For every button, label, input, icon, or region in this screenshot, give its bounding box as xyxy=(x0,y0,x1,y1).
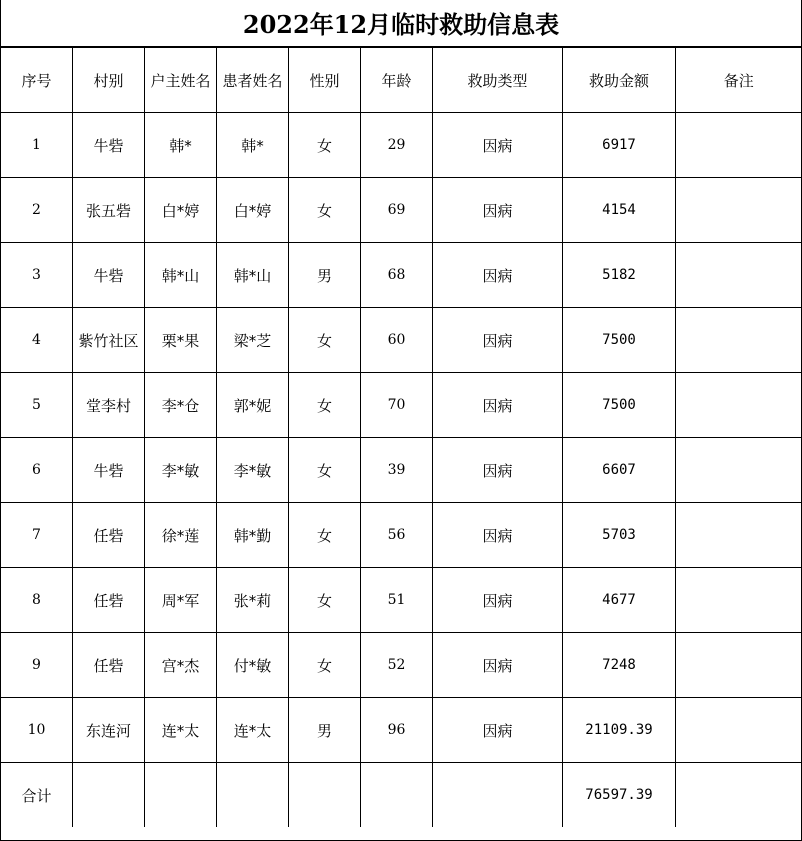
header-remark[interactable]: 备注 xyxy=(676,48,802,113)
cell-age[interactable]: 96 xyxy=(361,698,433,763)
header-no[interactable]: 序号 xyxy=(1,48,73,113)
cell-patient[interactable]: 郭*妮 xyxy=(217,373,289,438)
cell-no[interactable]: 4 xyxy=(1,308,73,373)
cell-amount[interactable]: 7500 xyxy=(563,373,676,438)
cell-type[interactable]: 因病 xyxy=(433,568,563,633)
cell-patient[interactable]: 白*婷 xyxy=(217,178,289,243)
cell-gender[interactable]: 女 xyxy=(289,308,361,373)
cell-village[interactable]: 牛砦 xyxy=(73,438,145,503)
cell-age[interactable]: 69 xyxy=(361,178,433,243)
cell-patient[interactable]: 韩* xyxy=(217,113,289,178)
total-empty-cell[interactable] xyxy=(217,763,289,828)
total-label[interactable]: 合计 xyxy=(1,763,73,828)
cell-no[interactable]: 5 xyxy=(1,373,73,438)
cell-amount[interactable]: 6917 xyxy=(563,113,676,178)
header-amount[interactable]: 救助金额 xyxy=(563,48,676,113)
cell-type[interactable]: 因病 xyxy=(433,308,563,373)
cell-patient[interactable]: 付*敏 xyxy=(217,633,289,698)
total-empty-cell[interactable] xyxy=(73,763,145,828)
cell-householder[interactable]: 连*太 xyxy=(145,698,217,763)
cell-amount[interactable]: 7248 xyxy=(563,633,676,698)
cell-age[interactable]: 60 xyxy=(361,308,433,373)
cell-gender[interactable]: 女 xyxy=(289,113,361,178)
total-amount[interactable]: 76597.39 xyxy=(563,763,676,828)
cell-patient[interactable]: 梁*芝 xyxy=(217,308,289,373)
table-row xyxy=(1,438,802,503)
cell-remark[interactable] xyxy=(676,243,802,308)
cell-patient[interactable]: 韩*勤 xyxy=(217,503,289,568)
relief-table xyxy=(0,47,802,827)
cell-no[interactable]: 10 xyxy=(1,698,73,763)
cell-village[interactable]: 牛砦 xyxy=(73,113,145,178)
cell-age[interactable]: 56 xyxy=(361,503,433,568)
cell-amount[interactable]: 5182 xyxy=(563,243,676,308)
cell-amount[interactable]: 21109.39 xyxy=(563,698,676,763)
cell-village[interactable]: 任砦 xyxy=(73,633,145,698)
header-gender[interactable]: 性别 xyxy=(289,48,361,113)
cell-gender[interactable]: 女 xyxy=(289,178,361,243)
cell-village[interactable]: 任砦 xyxy=(73,503,145,568)
cell-householder[interactable]: 宫*杰 xyxy=(145,633,217,698)
cell-village[interactable]: 堂李村 xyxy=(73,373,145,438)
header-age[interactable]: 年龄 xyxy=(361,48,433,113)
cell-village[interactable]: 牛砦 xyxy=(73,243,145,308)
total-row xyxy=(1,763,802,828)
cell-village[interactable]: 张五砦 xyxy=(73,178,145,243)
cell-householder[interactable]: 周*军 xyxy=(145,568,217,633)
cell-remark[interactable] xyxy=(676,113,802,178)
cell-no[interactable]: 3 xyxy=(1,243,73,308)
table-title: 2022年12月临时救助信息表 xyxy=(1,0,801,47)
cell-age[interactable]: 68 xyxy=(361,243,433,308)
cell-gender[interactable]: 女 xyxy=(289,568,361,633)
cell-type[interactable]: 因病 xyxy=(433,113,563,178)
cell-no[interactable]: 7 xyxy=(1,503,73,568)
cell-patient[interactable]: 韩*山 xyxy=(217,243,289,308)
table-row xyxy=(1,698,802,763)
header-type[interactable]: 救助类型 xyxy=(433,48,563,113)
cell-no[interactable]: 8 xyxy=(1,568,73,633)
cell-remark[interactable] xyxy=(676,308,802,373)
cell-patient[interactable]: 连*太 xyxy=(217,698,289,763)
cell-householder[interactable]: 徐*莲 xyxy=(145,503,217,568)
cell-householder[interactable]: 李*仓 xyxy=(145,373,217,438)
cell-village[interactable]: 东连河 xyxy=(73,698,145,763)
cell-householder[interactable]: 白*婷 xyxy=(145,178,217,243)
cell-type[interactable]: 因病 xyxy=(433,438,563,503)
cell-remark[interactable] xyxy=(676,633,802,698)
cell-remark[interactable] xyxy=(676,568,802,633)
cell-age[interactable]: 70 xyxy=(361,373,433,438)
header-village[interactable]: 村别 xyxy=(73,48,145,113)
table-row xyxy=(1,308,802,373)
cell-no[interactable]: 2 xyxy=(1,178,73,243)
cell-gender[interactable]: 男 xyxy=(289,243,361,308)
cell-age[interactable]: 52 xyxy=(361,633,433,698)
cell-age[interactable]: 39 xyxy=(361,438,433,503)
cell-village[interactable]: 紫竹社区 xyxy=(73,308,145,373)
cell-amount[interactable]: 4677 xyxy=(563,568,676,633)
header-patient[interactable]: 患者姓名 xyxy=(217,48,289,113)
table-row xyxy=(1,373,802,438)
total-empty-cell[interactable] xyxy=(676,763,802,828)
cell-patient[interactable]: 张*莉 xyxy=(217,568,289,633)
cell-householder[interactable]: 韩*山 xyxy=(145,243,217,308)
cell-remark[interactable] xyxy=(676,178,802,243)
cell-gender[interactable]: 女 xyxy=(289,633,361,698)
table-row xyxy=(1,243,802,308)
cell-type[interactable]: 因病 xyxy=(433,503,563,568)
cell-amount[interactable]: 7500 xyxy=(563,308,676,373)
header-householder[interactable]: 户主姓名 xyxy=(145,48,217,113)
table-row xyxy=(1,633,802,698)
total-empty-cell[interactable] xyxy=(145,763,217,828)
cell-remark[interactable] xyxy=(676,503,802,568)
cell-amount[interactable]: 5703 xyxy=(563,503,676,568)
total-empty-cell[interactable] xyxy=(289,763,361,828)
cell-gender[interactable]: 女 xyxy=(289,373,361,438)
cell-type[interactable]: 因病 xyxy=(433,373,563,438)
cell-remark[interactable] xyxy=(676,373,802,438)
table-row xyxy=(1,503,802,568)
header-row xyxy=(1,48,802,113)
cell-gender[interactable]: 女 xyxy=(289,503,361,568)
cell-gender[interactable]: 女 xyxy=(289,438,361,503)
cell-village[interactable]: 任砦 xyxy=(73,568,145,633)
cell-patient[interactable]: 李*敏 xyxy=(217,438,289,503)
table-row xyxy=(1,113,802,178)
cell-no[interactable]: 1 xyxy=(1,113,73,178)
cell-type[interactable]: 因病 xyxy=(433,178,563,243)
cell-householder[interactable]: 栗*果 xyxy=(145,308,217,373)
cell-householder[interactable]: 李*敏 xyxy=(145,438,217,503)
cell-no[interactable]: 6 xyxy=(1,438,73,503)
cell-remark[interactable] xyxy=(676,698,802,763)
total-empty-cell[interactable] xyxy=(433,763,563,828)
table-row xyxy=(1,178,802,243)
cell-type[interactable]: 因病 xyxy=(433,698,563,763)
cell-amount[interactable]: 6607 xyxy=(563,438,676,503)
table-row xyxy=(1,568,802,633)
cell-gender[interactable]: 男 xyxy=(289,698,361,763)
cell-type[interactable]: 因病 xyxy=(433,633,563,698)
cell-age[interactable]: 29 xyxy=(361,113,433,178)
total-empty-cell[interactable] xyxy=(361,763,433,828)
cell-householder[interactable]: 韩* xyxy=(145,113,217,178)
cell-age[interactable]: 51 xyxy=(361,568,433,633)
cell-type[interactable]: 因病 xyxy=(433,243,563,308)
cell-no[interactable]: 9 xyxy=(1,633,73,698)
cell-amount[interactable]: 4154 xyxy=(563,178,676,243)
cell-remark[interactable] xyxy=(676,438,802,503)
